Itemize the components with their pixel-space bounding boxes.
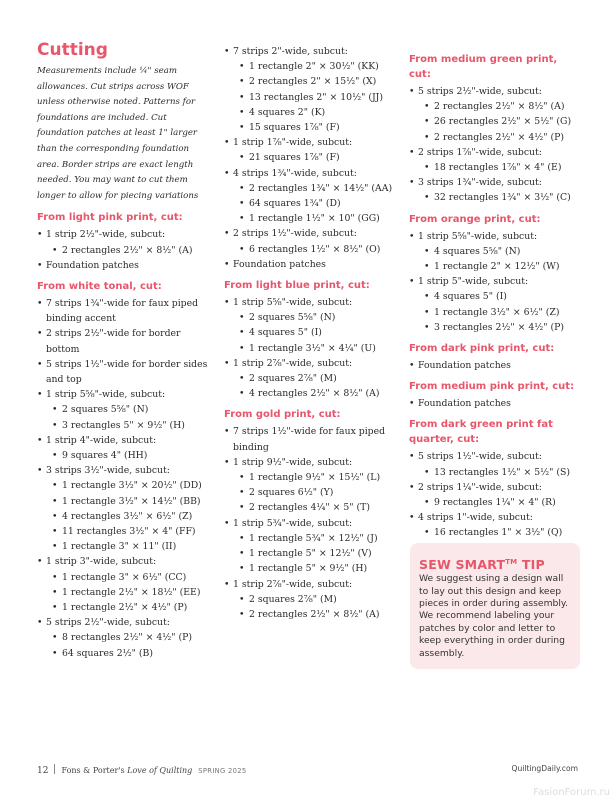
subcut-item: • 13 rectangles 1½" × 5½" (S)	[409, 465, 581, 480]
cutting-list	[224, 44, 404, 622]
sew-smart-tip-box	[410, 543, 580, 669]
subcut-item: • 2 rectangles 2" × 15½" (X)	[224, 74, 404, 89]
cut-item: • Foundation patches	[37, 258, 213, 273]
cut-list	[37, 227, 213, 273]
fabric-heading: From gold print, cut:	[224, 409, 341, 421]
cut-item: • 7 strips 1¾"-wide for faux piped binding accent	[37, 296, 213, 326]
cut-item: • 1 strip 5¾"-wide, subcut:	[224, 516, 404, 531]
cut-item: • 5 strips 1½"-wide for border sides and top	[37, 357, 213, 387]
page-title: Cutting	[37, 40, 108, 60]
subcut-item: • 11 rectangles 3½" × 4" (FF)	[37, 524, 213, 539]
subcut-item: • 21 squares 1⅞" (F)	[224, 150, 404, 165]
cut-item: • 7 strips 2"-wide, subcut:	[224, 44, 404, 59]
cut-item: • 5 strips 2½"-wide, subcut:	[409, 84, 581, 99]
subcut-item: • 1 rectangle 9½" × 15½" (L)	[224, 470, 404, 485]
subcut-item: • 1 rectangle 2" × 30½" (KK)	[224, 59, 404, 74]
subcut-item: • 1 rectangle 3" × 6½" (CC)	[37, 570, 213, 585]
subcut-item: • 1 rectangle 3" × 11" (II)	[37, 539, 213, 554]
subcut-item: • 18 rectangles 1⅞" × 4" (E)	[409, 160, 581, 175]
page-number: 12	[37, 766, 49, 776]
footer-left	[37, 764, 247, 776]
cutting-list	[37, 210, 213, 660]
subcut-item: • 8 rectangles 2½" × 4½" (P)	[37, 630, 213, 645]
cut-item: • 1 strip 3"-wide, subcut:	[37, 554, 213, 569]
subcut-item: • 13 rectangles 2" × 10½" (JJ)	[224, 90, 404, 105]
subcut-item: • 4 squares 5⅝" (N)	[409, 244, 581, 259]
cut-list	[409, 449, 581, 540]
subcut-item: • 1 rectangle 1½" × 10" (GG)	[224, 211, 404, 226]
cut-list	[224, 424, 404, 622]
subcut-item: • 2 rectangles 1¾" × 14½" (AA)	[224, 181, 404, 196]
subcut-item: • 1 rectangle 5" × 9½" (H)	[224, 561, 404, 576]
subcut-item: • 3 rectangles 5" × 9½" (H)	[37, 418, 213, 433]
fabric-heading: From light pink print, cut:	[37, 212, 183, 224]
subcut-item: • 1 rectangle 3½" × 6½" (Z)	[409, 305, 581, 320]
subcut-item: • 2 rectangles 2½" × 8½" (A)	[224, 607, 404, 622]
fabric-heading: From orange print, cut:	[409, 213, 541, 225]
subcut-item: • 1 rectangle 2½" × 18½" (EE)	[37, 585, 213, 600]
subcut-item: • 4 squares 5" (I)	[409, 289, 581, 304]
subcut-item: • 16 rectangles 1" × 3½" (Q)	[409, 525, 581, 540]
magazine-name: Love of Quilting	[127, 766, 193, 775]
footer-divider	[54, 764, 55, 774]
cut-item: • 1 strip 2⅞"-wide, subcut:	[224, 577, 404, 592]
cut-item: • Foundation patches	[409, 358, 581, 373]
subcut-item: • 9 rectangles 1¼" × 4" (R)	[409, 495, 581, 510]
cutting-column-1	[37, 40, 213, 661]
subcut-item: • 1 rectangle 5¾" × 12½" (J)	[224, 531, 404, 546]
cut-list	[224, 44, 404, 272]
cut-item: • Foundation patches	[224, 257, 404, 272]
subcut-item: • 9 squares 4" (HH)	[37, 448, 213, 463]
fabric-heading: From white tonal, cut:	[37, 280, 162, 292]
cut-item: • 3 strips 1¾"-wide, subcut:	[409, 175, 581, 190]
publisher-name: Fons & Porter's	[61, 766, 125, 775]
subcut-item: • 6 rectangles 1½" × 8½" (O)	[224, 242, 404, 257]
cut-item: • 1 strip 5⅝"-wide, subcut:	[224, 295, 404, 310]
subcut-item: • 15 squares 1⅞" (F)	[224, 120, 404, 135]
subcut-item: • 2 squares 5⅝" (N)	[224, 310, 404, 325]
cut-item: • 1 strip 5⅝"-wide, subcut:	[37, 387, 213, 402]
fabric-heading: From dark green print fat quarter, cut:	[409, 419, 553, 446]
watermark: FasionForum.ru	[533, 787, 610, 798]
cut-item: • 1 strip 5⅝"-wide, subcut:	[409, 229, 581, 244]
subcut-item: • 1 rectangle 3½" × 14½" (BB)	[37, 494, 213, 509]
subcut-item: • 4 rectangles 3½" × 6½" (Z)	[37, 509, 213, 524]
subcut-item: • 1 rectangle 2" × 12½" (W)	[409, 259, 581, 274]
cut-item: • 1 strip 2½"-wide, subcut:	[37, 227, 213, 242]
subcut-item: • 2 rectangles 2½" × 8½" (A)	[409, 99, 581, 114]
subcut-item: • 4 rectangles 2½" × 8½" (A)	[224, 386, 404, 401]
subcut-item: • 2 rectangles 2½" × 4½" (P)	[409, 130, 581, 145]
subcut-item: • 1 rectangle 3½" × 4¼" (U)	[224, 341, 404, 356]
fabric-heading: From medium green print, cut:	[409, 54, 558, 80]
cut-item: • 1 strip 4"-wide, subcut:	[37, 433, 213, 448]
cut-item: • 2 strips 2½"-wide for border bottom	[37, 326, 213, 356]
subcut-item: • 1 rectangle 5" × 12½" (V)	[224, 546, 404, 561]
subcut-item: • 2 squares 2⅞" (M)	[224, 592, 404, 607]
cut-item: • 1 strip 1⅞"-wide, subcut:	[224, 135, 404, 150]
cut-item: • 4 strips 1"-wide, subcut:	[409, 510, 581, 525]
cutting-column-2	[224, 44, 404, 622]
subcut-item: • 32 rectangles 1¾" × 3½" (C)	[409, 190, 581, 205]
fabric-heading: From medium pink print, cut:	[409, 381, 575, 393]
fabric-heading: From light blue print, cut:	[224, 280, 370, 292]
subcut-item: • 4 squares 2" (K)	[224, 105, 404, 120]
subcut-item: • 2 rectangles 4¼" × 5" (T)	[224, 500, 404, 515]
cut-item: • 5 strips 1½"-wide, subcut:	[409, 449, 581, 464]
cut-list	[409, 84, 581, 206]
cutting-list	[409, 52, 581, 541]
cut-item: • 5 strips 2½"-wide, subcut:	[37, 615, 213, 630]
cut-list	[224, 295, 404, 401]
subcut-item: • 3 rectangles 2½" × 4½" (P)	[409, 320, 581, 335]
subcut-item: • 1 rectangle 2½" × 4½" (P)	[37, 600, 213, 615]
subcut-item: • 64 squares 1¾" (D)	[224, 196, 404, 211]
fabric-heading: From dark pink print, cut:	[409, 343, 555, 355]
cut-list	[37, 296, 213, 661]
subcut-item: • 2 squares 6½" (Y)	[224, 485, 404, 500]
cut-item: • 4 strips 1¾"-wide, subcut:	[224, 166, 404, 181]
tip-body: We suggest using a design wall to lay out this design and keep pieces in order during assembly. We recommend labeling your patches by color and letter to keep everything in order during assembly.	[419, 573, 568, 659]
cut-item: • 2 strips 1¼"-wide, subcut:	[409, 480, 581, 495]
cut-list	[409, 396, 581, 411]
trademark: TM	[505, 558, 518, 566]
cut-list	[409, 229, 581, 335]
tip-title-text: SEW SMART	[419, 557, 506, 573]
subcut-item: • 1 rectangle 3½" × 20½" (DD)	[37, 478, 213, 493]
subcut-item: • 26 rectangles 2½" × 5½" (G)	[409, 114, 581, 129]
issue-season: SPRING 2025	[198, 767, 247, 775]
tip-title-suffix: TIP	[517, 557, 545, 573]
cut-item: • 1 strip 2⅞"-wide, subcut:	[224, 356, 404, 371]
cut-list	[409, 358, 581, 373]
cut-item: • 1 strip 9½"-wide, subcut:	[224, 455, 404, 470]
subcut-item: • 2 squares 2⅞" (M)	[224, 371, 404, 386]
tip-title	[419, 555, 571, 572]
subcut-item: • 4 squares 5" (I)	[224, 325, 404, 340]
cut-item: • 3 strips 3½"-wide, subcut:	[37, 463, 213, 478]
cut-item: • 2 strips 1⅞"-wide, subcut:	[409, 145, 581, 160]
intro-text: Measurements include ¼" seam allowances. Cut strips across WOF unless otherwise noted. Patterns for foundations are included. Cut foundation patches at least 1" larger than the corresponding foundation area. Border strips are exact length needed. You may want to cut them longer to allow for piecing variations	[37, 66, 199, 201]
cut-item: • 1 strip 5"-wide, subcut:	[409, 274, 581, 289]
cutting-column-3	[409, 46, 581, 541]
subcut-item: • 64 squares 2½" (B)	[37, 646, 213, 661]
subcut-item: • 2 rectangles 2½" × 8½" (A)	[37, 243, 213, 258]
cut-item: • 2 strips 1½"-wide, subcut:	[224, 226, 404, 241]
cut-item: • Foundation patches	[409, 396, 581, 411]
cut-item: • 7 strips 1½"-wide for faux piped binding	[224, 424, 404, 454]
footer-site: QuiltingDaily.com	[511, 764, 578, 773]
subcut-item: • 2 squares 5⅝" (N)	[37, 402, 213, 417]
